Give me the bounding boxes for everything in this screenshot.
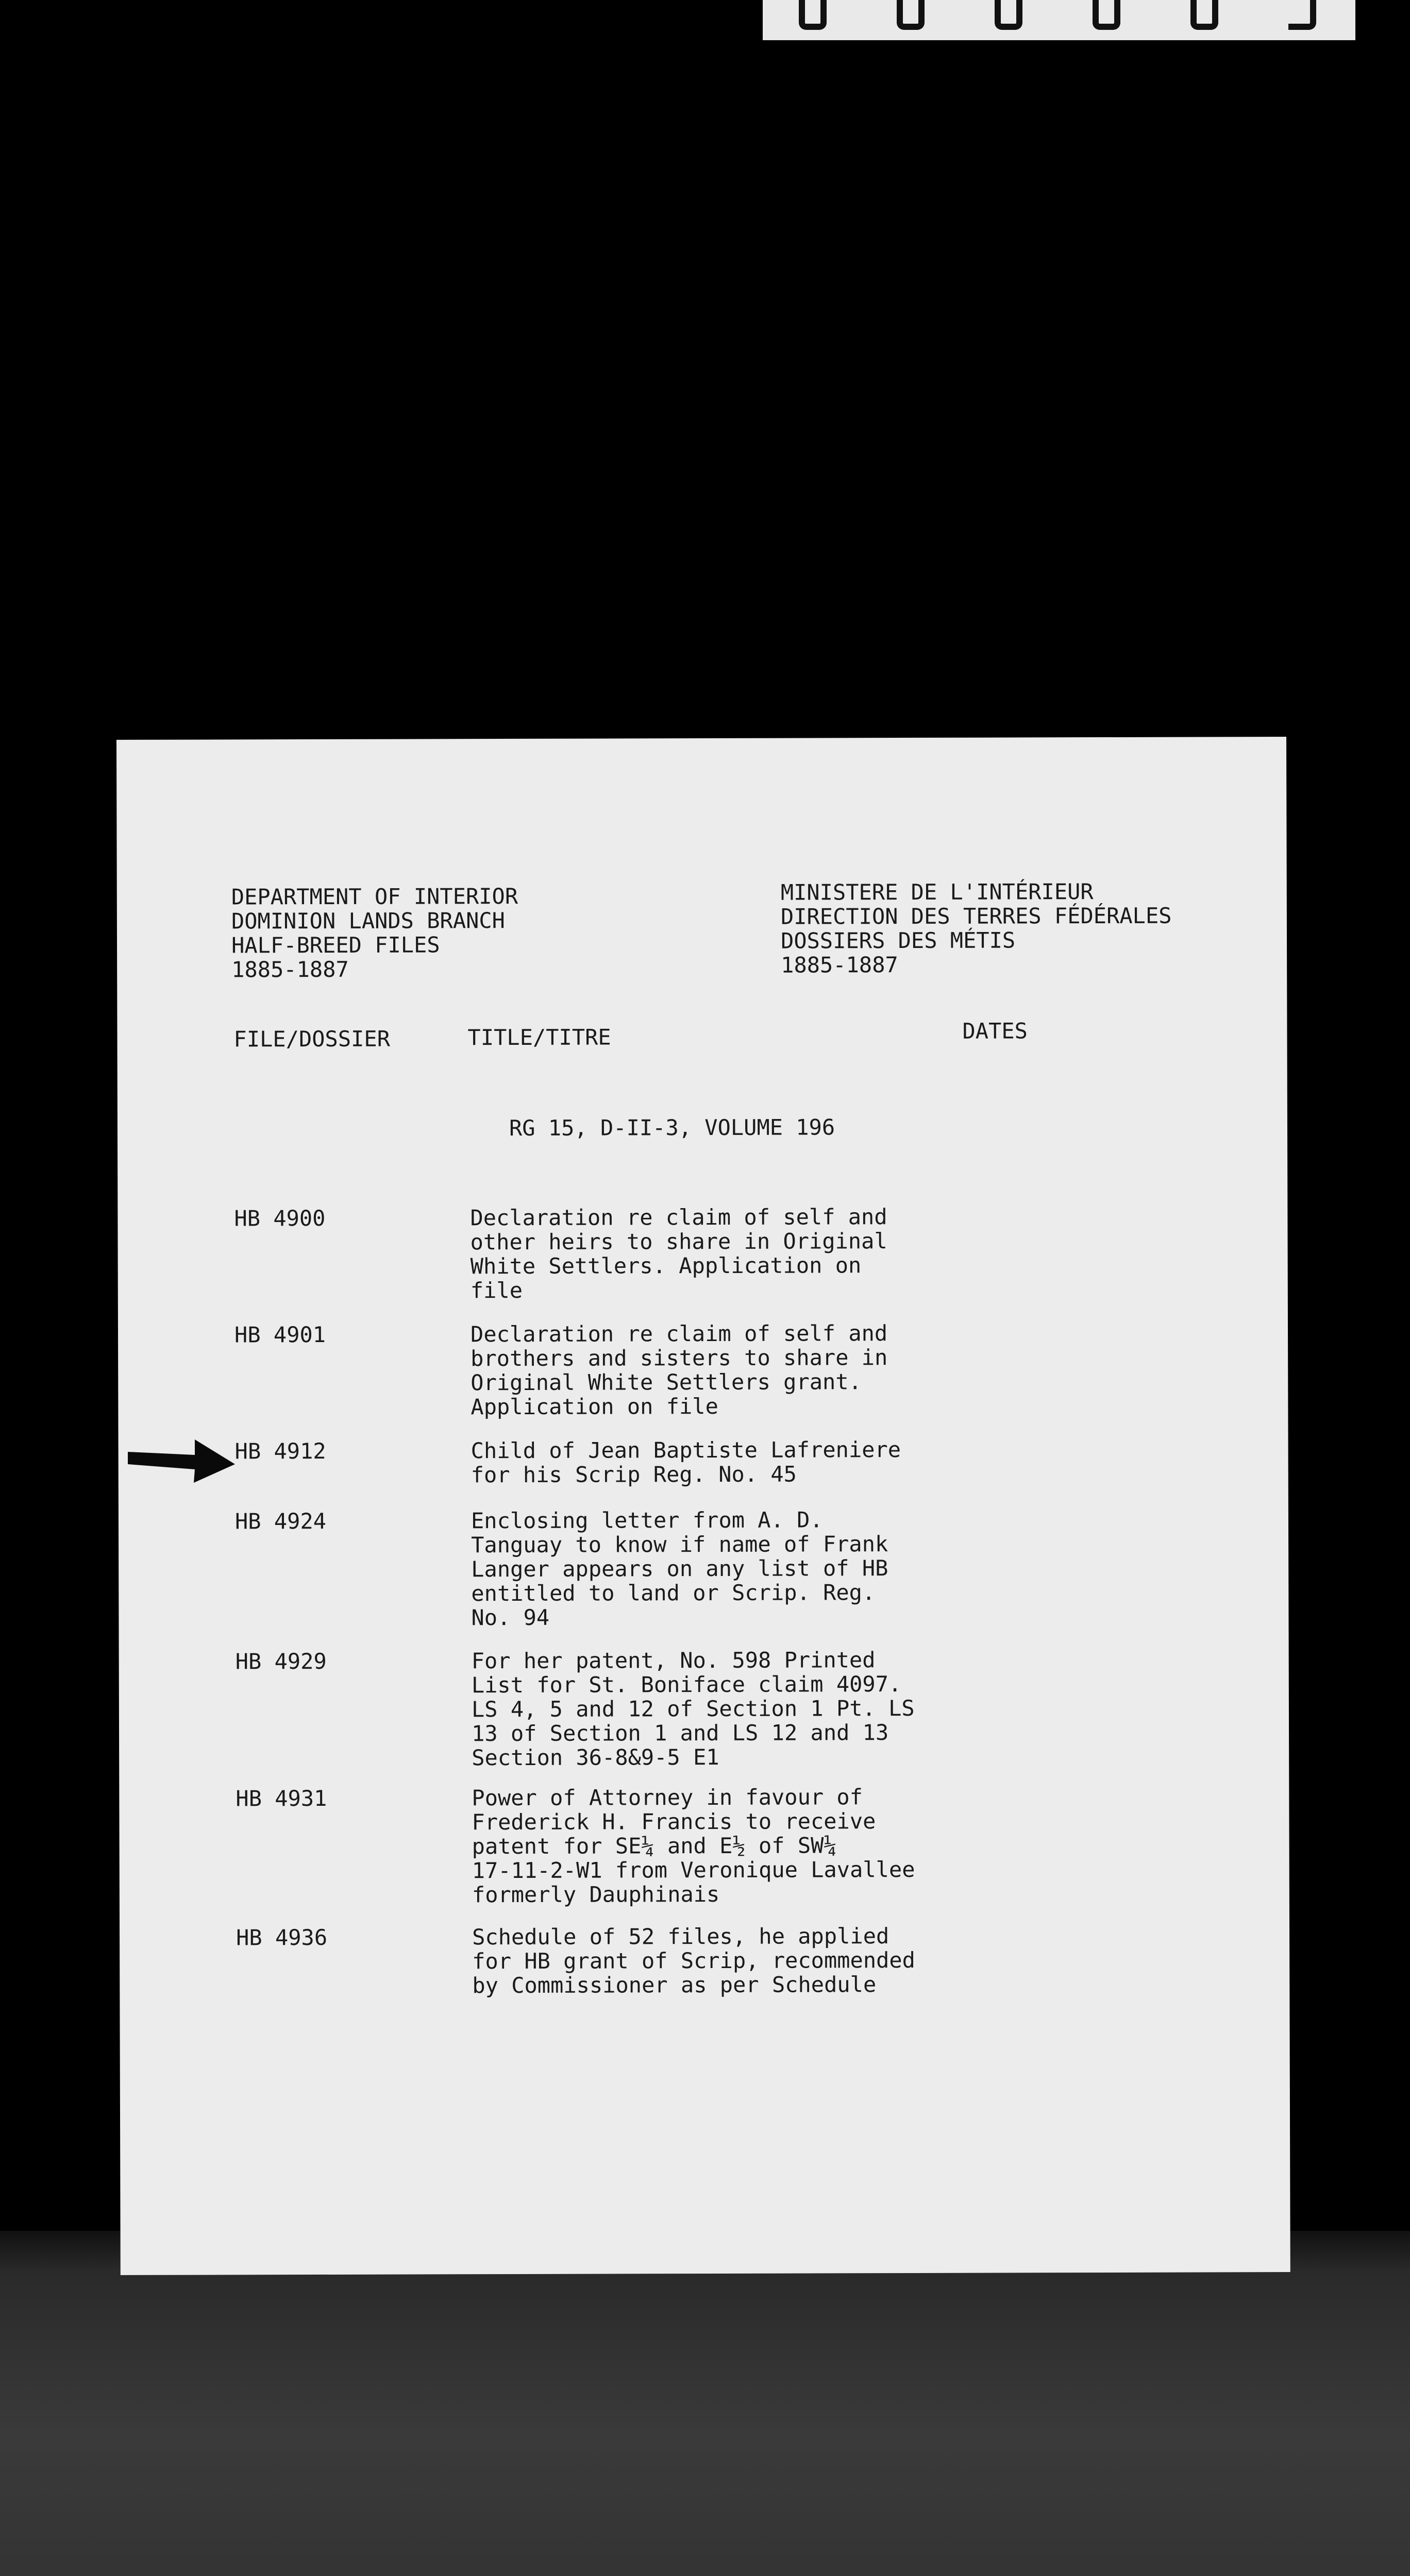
title-line: file xyxy=(470,1277,523,1303)
file-title xyxy=(471,1437,986,1487)
title-line: patent for SE¼ and E½ of SW¼ xyxy=(472,1833,837,1859)
file-title xyxy=(471,1321,986,1419)
file-number: HB 4936 xyxy=(236,1924,328,1951)
title-line: by Commissioner as per Schedule xyxy=(472,1972,877,1998)
file-number: HB 4929 xyxy=(235,1648,327,1674)
title-line: Child of Jean Baptiste Lafreniere xyxy=(471,1437,901,1464)
header-line: 1885-1887 xyxy=(781,952,898,978)
title-line: For her patent, No. 598 Printed xyxy=(471,1647,876,1674)
file-entry xyxy=(119,1436,1288,1488)
title-line: LS 4, 5 and 12 of Section 1 Pt. LS xyxy=(471,1695,915,1722)
file-number: HB 4901 xyxy=(234,1321,326,1348)
title-line: Declaration re claim of self and xyxy=(470,1204,887,1231)
header-line: DOSSIERS DES MÉTIS xyxy=(780,927,1016,954)
header-line: MINISTERE DE L'INTÉRIEUR xyxy=(780,879,1094,905)
file-title xyxy=(472,1785,987,1907)
column-header-file: FILE/DOSSIER xyxy=(233,1026,391,1052)
header-french xyxy=(781,879,1172,977)
header-english xyxy=(231,884,518,981)
title-line: Enclosing letter from A. D. xyxy=(471,1507,823,1534)
title-line: Section 36-8&9-5 E1 xyxy=(472,1744,719,1771)
header-line: DOMINION LANDS BRANCH xyxy=(231,908,506,934)
title-line: entitled to land or Scrip. Reg. xyxy=(471,1580,876,1606)
title-line: brothers and sisters to share in xyxy=(471,1345,888,1371)
film-base xyxy=(0,2231,1410,2576)
document-page xyxy=(116,737,1290,2275)
file-title xyxy=(472,1648,987,1770)
title-line: No. 94 xyxy=(471,1604,550,1631)
title-line: Power of Attorney in favour of xyxy=(472,1784,863,1811)
column-header-title: TITLE/TITRE xyxy=(467,1024,611,1050)
title-line: Frederick H. Francis to receive xyxy=(472,1808,876,1835)
file-number: HB 4912 xyxy=(234,1438,326,1464)
file-title xyxy=(471,1507,987,1630)
file-entry xyxy=(119,1647,1289,1771)
header-line: DIRECTION DES TERRES FÉDÉRALES xyxy=(780,903,1172,929)
file-entry xyxy=(119,1784,1289,1908)
film-sprocket-icon xyxy=(1190,0,1218,30)
file-entry xyxy=(118,1320,1288,1420)
file-number: HB 4924 xyxy=(234,1508,327,1534)
title-line: Schedule of 52 files, he applied xyxy=(472,1923,889,1950)
file-entry xyxy=(118,1204,1287,1303)
file-number: HB 4931 xyxy=(236,1785,327,1811)
file-number: HB 4900 xyxy=(234,1205,326,1231)
title-line: Application on file xyxy=(471,1393,718,1420)
film-sprocket-icon xyxy=(1093,0,1120,30)
title-line: White Settlers. Application on xyxy=(470,1252,862,1279)
title-line: 17-11-2-W1 from Veronique Lavallee xyxy=(472,1856,915,1884)
title-line: for his Scrip Reg. No. 45 xyxy=(471,1461,797,1488)
title-line: Langer appears on any list of HB xyxy=(471,1555,888,1582)
header-line: 1885-1887 xyxy=(231,956,349,982)
header-line: HALF-BREED FILES xyxy=(231,932,440,958)
title-line: 13 of Section 1 and LS 12 and 13 xyxy=(471,1720,889,1747)
film-sprocket-icon xyxy=(1288,0,1316,30)
volume-reference: RG 15, D-II-3, VOLUME 196 xyxy=(509,1114,835,1141)
arrow-right-icon xyxy=(128,1437,236,1484)
column-header-dates: DATES xyxy=(962,1018,1028,1044)
film-sprocket-icon xyxy=(799,0,827,30)
file-entry xyxy=(120,1923,1289,1998)
finding-aid xyxy=(116,737,1290,2275)
file-entry xyxy=(119,1506,1288,1631)
film-strip xyxy=(763,0,1355,40)
film-sprocket-icon xyxy=(995,0,1022,30)
title-line: for HB grant of Scrip, recommended xyxy=(472,1947,916,1974)
film-sprocket-icon xyxy=(897,0,925,30)
title-line: List for St. Boniface claim 4097. xyxy=(471,1671,902,1698)
title-line: Original White Settlers grant. xyxy=(471,1369,862,1396)
title-line: formerly Dauphinais xyxy=(472,1881,720,1908)
file-title xyxy=(470,1205,985,1303)
title-line: Tanguay to know if name of Frank xyxy=(471,1531,888,1558)
title-line: Declaration re claim of self and xyxy=(470,1320,888,1347)
title-line: other heirs to share in Original xyxy=(470,1228,887,1255)
header-line: DEPARTMENT OF INTERIOR xyxy=(231,883,518,910)
file-title xyxy=(472,1924,987,1998)
